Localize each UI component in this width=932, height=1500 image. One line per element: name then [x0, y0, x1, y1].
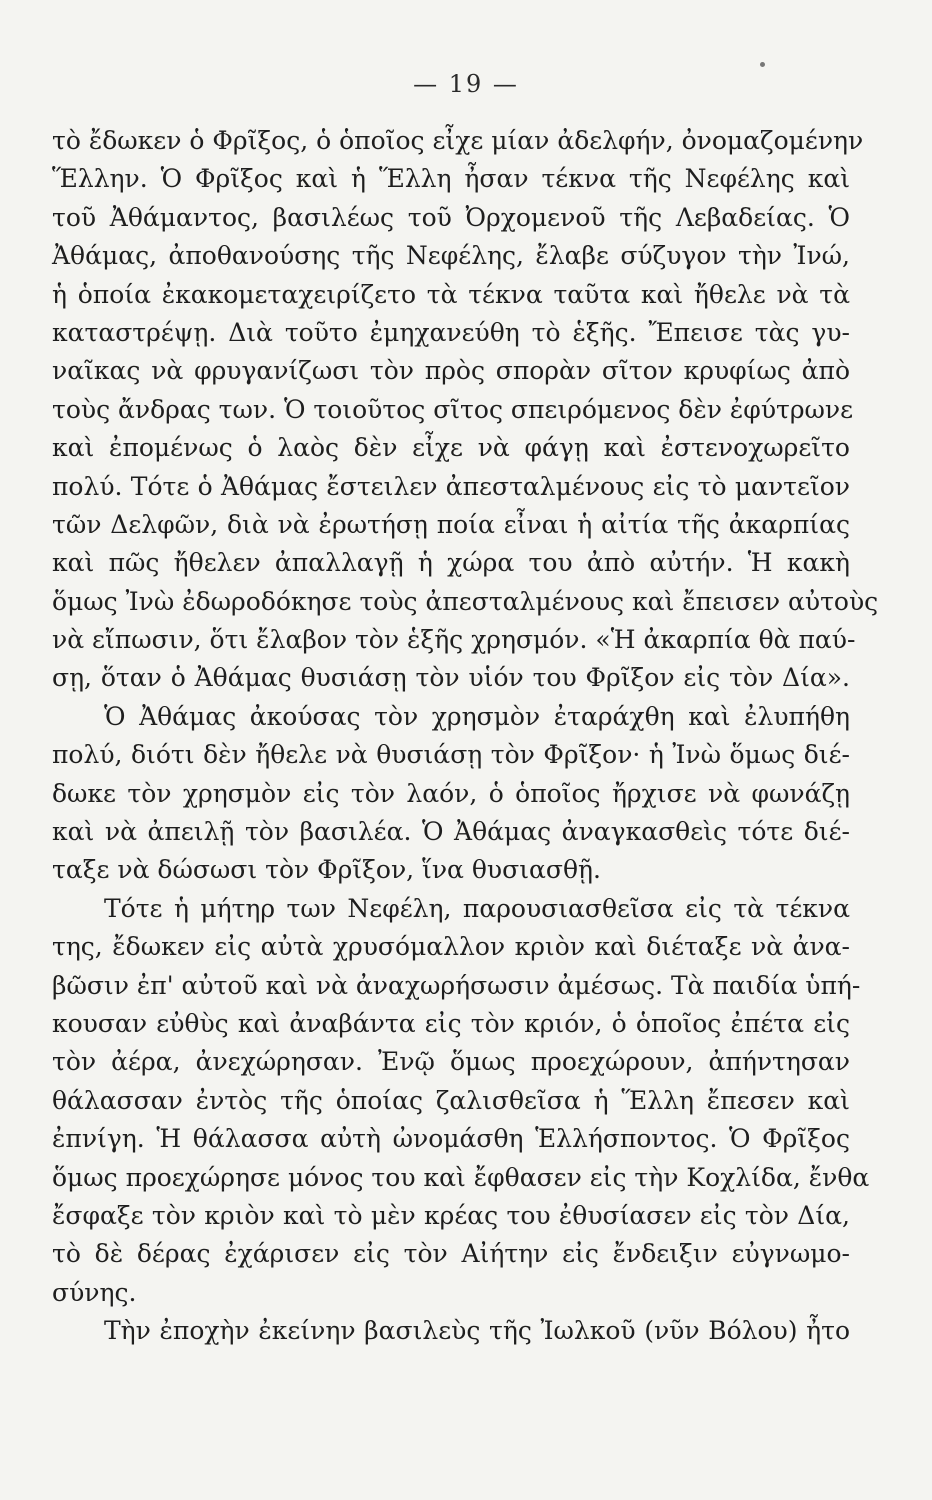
text-line: θάλασσαν ἐντὸς τῆς ὁποίας ζαλισθεῖσα ἡ Ἕλλη ἔπεσεν καὶ [52, 1085, 850, 1115]
text-line: ὅμως Ἰνὼ ἐδωροδόκησε τοὺς ἀπεσταλμένους καὶ ἔπεισεν αὐτοὺς [52, 586, 879, 616]
text-line: Ἕλλην. Ὁ Φρῖξος καὶ ἡ Ἕλλη ἦσαν τέκνα τῆς Νεφέλης καὶ [52, 164, 850, 194]
page-number: — 19 — [413, 70, 519, 98]
text-line: καταστρέψῃ. Διὰ τοῦτο ἐμηχανεύθη τὸ ἑξῆς. Ἔπεισε τὰς γυ- [52, 317, 850, 347]
text-line: ἐπνίγη. Ἡ θάλασσα αὐτὴ ὠνομάσθη Ἑλλήσποντος. Ὁ Φρῖξος [52, 1124, 850, 1154]
text-line: πολύ, διότι δὲν ἤθελε νὰ θυσιάσῃ τὸν Φρῖξον· ἡ Ἰνὼ ὅμως διέ- [52, 740, 850, 770]
text-line: δωκε τὸν χρησμὸν εἰς τὸν λαόν, ὁ ὁποῖος ἤρχισε νὰ φωνάζῃ [52, 778, 850, 808]
text-line: τοὺς ἄνδρας των. Ὁ τοιοῦτος σῖτος σπειρόμενος δὲν ἐφύτρωνε [52, 394, 854, 424]
text-line: καὶ ἐπομένως ὁ λαὸς δὲν εἶχε νὰ φάγῃ καὶ ἐστενοχωρεῖτο [52, 433, 850, 463]
text-line: Ἀθάμας, ἀποθανούσης τῆς Νεφέλης, ἔλαβε σύζυγον τὴν Ἰνώ, [52, 241, 850, 271]
text-line: τὸ ἔδωκεν ὁ Φρῖξος, ὁ ὁποῖος εἶχε μίαν ἀδελφήν, ὀνομαζομένην [52, 126, 864, 155]
text-line: τῶν Δελφῶν, διὰ νὰ ἐρωτήσῃ ποία εἶναι ἡ αἰτία τῆς ἀκαρπίας [52, 509, 850, 539]
text-line: τὸν ἀέρα, ἀνεχώρησαν. Ἐνῷ ὅμως προεχώρουν, ἀπήντησαν [52, 1047, 850, 1077]
ink-speck [760, 62, 765, 67]
text-line: νὰ εἴπωσιν, ὅτι ἔλαβον τὸν ἑξῆς χρησμόν. «Ἡ ἀκαρπία θὰ παύ- [52, 625, 856, 655]
text-line: της, ἔδωκεν εἰς αὐτὰ χρυσόμαλλον κριὸν καὶ διέταξε νὰ ἀνα- [52, 932, 850, 962]
text-line: βῶσιν ἐπ' αὐτοῦ καὶ νὰ ἀναχωρήσωσιν ἀμέσως. Τὰ παιδία ὑπή- [52, 970, 861, 1000]
text-line: ὅμως προεχώρησε μόνος του καὶ ἔφθασεν εἰς τὴν Κοχλίδα, ἔνθα [52, 1162, 870, 1192]
text-line: καὶ νὰ ἀπειλῇ τὸν βασιλέα. Ὁ Ἀθάμας ἀναγκασθεὶς τότε διέ- [52, 817, 850, 847]
text-line: Τότε ἡ μήτηρ των Νεφέλη, παρουσιασθεῖσα εἰς τὰ τέκνα [104, 893, 850, 923]
text-line: τοῦ Ἀθάμαντος, βασιλέως τοῦ Ὀρχομενοῦ τῆς Λεβαδείας. Ὁ [52, 202, 850, 232]
text-line: σύνης. [52, 1277, 137, 1307]
text-line: κουσαν εὐθὺς καὶ ἀναβάντα εἰς τὸν κριόν, ὁ ὁποῖος ἐπέτα εἰς [52, 1008, 850, 1038]
text-line: ναῖκας νὰ φρυγανίζωσι τὸν πρὸς σπορὰν σῖτον κρυφίως ἀπὸ [52, 356, 850, 386]
text-line: Τὴν ἐποχὴν ἐκείνην βασιλεὺς τῆς Ἰωλκοῦ (νῦν Βόλου) ἦτο [104, 1316, 850, 1346]
text-line: ἔσφαξε τὸν κριὸν καὶ τὸ μὲν κρέας του ἐθυσίασεν εἰς τὸν Δία, [52, 1200, 850, 1230]
text-line: ταξε νὰ δώσωσι τὸν Φρῖξον, ἵνα θυσιασθῇ. [52, 855, 601, 885]
text-line: καὶ πῶς ἤθελεν ἀπαλλαγῇ ἡ χώρα του ἀπὸ αὐτήν. Ἡ κακὴ [52, 548, 850, 578]
text-line: σῃ, ὅταν ὁ Ἀθάμας θυσιάσῃ τὸν υἱόν του Φρῖξον εἰς τὸν Δία». [52, 663, 850, 693]
text-line: ἡ ὁποία ἐκακομεταχειρίζετο τὰ τέκνα ταῦτα καὶ ἤθελε νὰ τὰ [52, 279, 850, 309]
text-line: τὸ δὲ δέρας ἐχάρισεν εἰς τὸν Αἰήτην εἰς ἔνδειξιν εὐγνωμο- [52, 1239, 850, 1269]
text-line: πολύ. Τότε ὁ Ἀθάμας ἔστειλεν ἀπεσταλμένους εἰς τὸ μαντεῖον [52, 471, 850, 501]
body-text [52, 122, 879, 1351]
text-line: Ὁ Ἀθάμας ἀκούσας τὸν χρησμὸν ἐταράχθη καὶ ἐλυπήθη [104, 701, 850, 731]
